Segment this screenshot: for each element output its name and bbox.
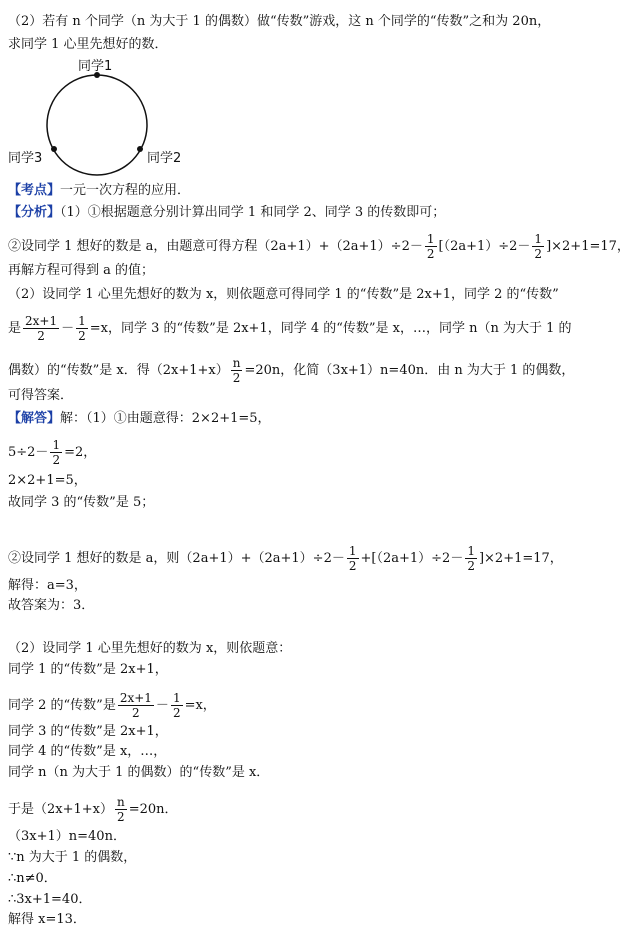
fraction-one-half xyxy=(50,438,62,467)
problem-line-2: 求同学 1 心里先想好的数． xyxy=(8,37,168,52)
jieda-text-5c: ]×2+1=17， xyxy=(478,551,563,566)
fenxi-text-2a: ②设同学 1 想好的数是 a，由题意可得方程（2a+1）+（2a+1）÷2－ xyxy=(8,239,423,254)
fenxi-text-5b: － xyxy=(61,321,75,336)
dot-student-2 xyxy=(137,146,143,152)
label-student-2: 同学2 xyxy=(147,151,182,166)
fraction-numerator: 1 xyxy=(467,544,475,558)
circle-outline xyxy=(47,75,147,175)
jieda-text-2b: =2， xyxy=(64,445,97,460)
jieda-line-15: （3x+1）n=40n． xyxy=(8,829,126,844)
jieda-line-14 xyxy=(8,795,178,824)
jieda-line-18: ∴3x+1=40． xyxy=(8,892,92,907)
fenxi-line-1 xyxy=(8,205,445,221)
label-student-3: 同学3 xyxy=(8,151,43,166)
jieda-line-9: 同学 1 的“传数”是 2x+1， xyxy=(8,662,168,677)
jieda-line-12: 同学 4 的“传数”是 x，…， xyxy=(8,744,167,759)
kaodian-tag: 【考点】 xyxy=(8,183,61,198)
dot-student-3 xyxy=(51,146,57,152)
jieda-line-19: 解得 x=13． xyxy=(8,912,86,927)
fenxi-tag: 【分析】 xyxy=(8,205,61,220)
fraction-denominator: 2 xyxy=(132,706,140,720)
fraction-numerator: 2x+1 xyxy=(119,691,152,705)
fraction-denominator: 2 xyxy=(348,559,357,573)
fraction-denominator: 2 xyxy=(534,247,543,261)
jieda-text-10b: － xyxy=(155,698,169,713)
fenxi-line-7: 可得答案． xyxy=(8,388,74,403)
fraction-2x-plus-1-over-2 xyxy=(118,691,154,720)
jieda-text-1: 解：（1）①由题意得：2×2+1=5， xyxy=(60,411,271,426)
jieda-text-10c: =x， xyxy=(184,698,216,713)
fraction-numerator: 1 xyxy=(172,691,181,705)
jieda-line-11: 同学 3 的“传数”是 2x+1， xyxy=(8,724,168,739)
fraction-numerator: 1 xyxy=(348,544,357,558)
jieda-text-14a: 于是（2x+1+x） xyxy=(8,802,113,817)
fraction-one-half xyxy=(532,232,544,261)
fraction-denominator: 2 xyxy=(467,559,475,573)
fenxi-line-5 xyxy=(8,314,572,343)
fenxi-text-5c: =x，同学 3 的“传数”是 2x+1，同学 4 的“传数”是 x，…，同学 n（n 为大于 1 的 xyxy=(89,321,572,336)
fraction-one-half xyxy=(347,544,359,573)
fenxi-text-5a: 是 xyxy=(8,321,22,336)
jieda-text-14b: =20n． xyxy=(128,802,178,817)
jieda-tag: 【解答】 xyxy=(8,411,61,426)
fenxi-text-2c: ]×2+1=17， xyxy=(546,239,630,254)
fraction-numerator: 1 xyxy=(52,438,61,452)
jieda-line-6: 解得：a=3， xyxy=(8,578,87,593)
kaodian-line xyxy=(8,183,190,199)
jieda-line-13: 同学 n（n 为大于 1 的偶数）的“传数”是 x． xyxy=(8,765,270,780)
jieda-line-4: 故同学 3 的“传数”是 5； xyxy=(8,495,155,510)
fraction-numerator: n xyxy=(232,356,241,370)
fraction-numerator: n xyxy=(117,795,125,809)
fraction-numerator: 1 xyxy=(534,232,543,246)
fenxi-text-1: （1）①根据题意分别计算出同学 1 和同学 2、同学 3 的传数即可； xyxy=(60,205,446,220)
fraction-denominator: 2 xyxy=(426,247,435,261)
fraction-denominator: 2 xyxy=(37,329,45,343)
jieda-text-10a: 同学 2 的“传数”是 xyxy=(8,698,116,713)
jieda-line-17: ∴n≠0． xyxy=(8,871,57,886)
jieda-line-2 xyxy=(8,438,96,467)
fraction-one-half xyxy=(465,544,477,573)
fraction-denominator: 2 xyxy=(117,810,125,824)
fenxi-text-2b: [（2a+1）÷2－ xyxy=(438,239,531,254)
fraction-numerator: 1 xyxy=(78,314,86,328)
fraction-2x-plus-1-over-2 xyxy=(23,314,59,343)
jieda-text-5b: +[（2a+1）÷2－ xyxy=(360,551,464,566)
jieda-line-8: （2）设同学 1 心里先想好的数为 x，则依题意： xyxy=(8,641,292,656)
jieda-line-16: ∵n 为大于 1 的偶数， xyxy=(8,850,137,865)
fraction-denominator: 2 xyxy=(232,371,241,385)
fraction-denominator: 2 xyxy=(52,453,61,467)
fraction-numerator: 2x+1 xyxy=(25,314,58,328)
fraction-denominator: 2 xyxy=(78,329,86,343)
fenxi-line-4: （2）设同学 1 心里先想好的数为 x，则依题意可得同学 1 的“传数”是 2x+1，同学 2 的“传数” xyxy=(8,287,559,302)
fraction-numerator: 1 xyxy=(426,232,435,246)
jieda-line-5 xyxy=(8,544,563,573)
problem-line-1: （2）若有 n 个同学（n 为大于 1 的偶数）做“传数”游戏，这 n 个同学的“传数”之和为 20n， xyxy=(8,14,551,29)
fenxi-text-6b: =20n，化简（3x+1）n=40n．由 n 为大于 1 的偶数， xyxy=(244,363,575,378)
fenxi-text-6a: 偶数）的“传数”是 x．得（2x+1+x） xyxy=(8,363,229,378)
fraction-one-half xyxy=(425,232,437,261)
jieda-line-10 xyxy=(8,691,216,720)
label-student-1: 同学1 xyxy=(78,59,113,74)
jieda-line-3: 2×2+1=5， xyxy=(8,473,87,488)
fraction-one-half xyxy=(76,314,88,343)
fraction-denominator: 2 xyxy=(172,706,181,720)
jieda-line-7: 故答案为：3． xyxy=(8,598,95,613)
fenxi-line-6 xyxy=(8,356,574,385)
jieda-text-5a: ②设同学 1 想好的数是 a，则（2a+1）+（2a+1）÷2－ xyxy=(8,551,345,566)
kaodian-text: 一元一次方程的应用． xyxy=(60,183,191,198)
fraction-n-over-2 xyxy=(231,356,243,385)
fenxi-line-2 xyxy=(8,232,630,261)
fenxi-line-3: 再解方程可得到 a 的值； xyxy=(8,263,155,278)
fraction-one-half xyxy=(171,691,183,720)
fraction-n-over-2 xyxy=(115,795,127,824)
circle-diagram xyxy=(8,56,198,168)
jieda-line-1 xyxy=(8,411,271,427)
jieda-text-2a: 5÷2－ xyxy=(8,445,49,460)
